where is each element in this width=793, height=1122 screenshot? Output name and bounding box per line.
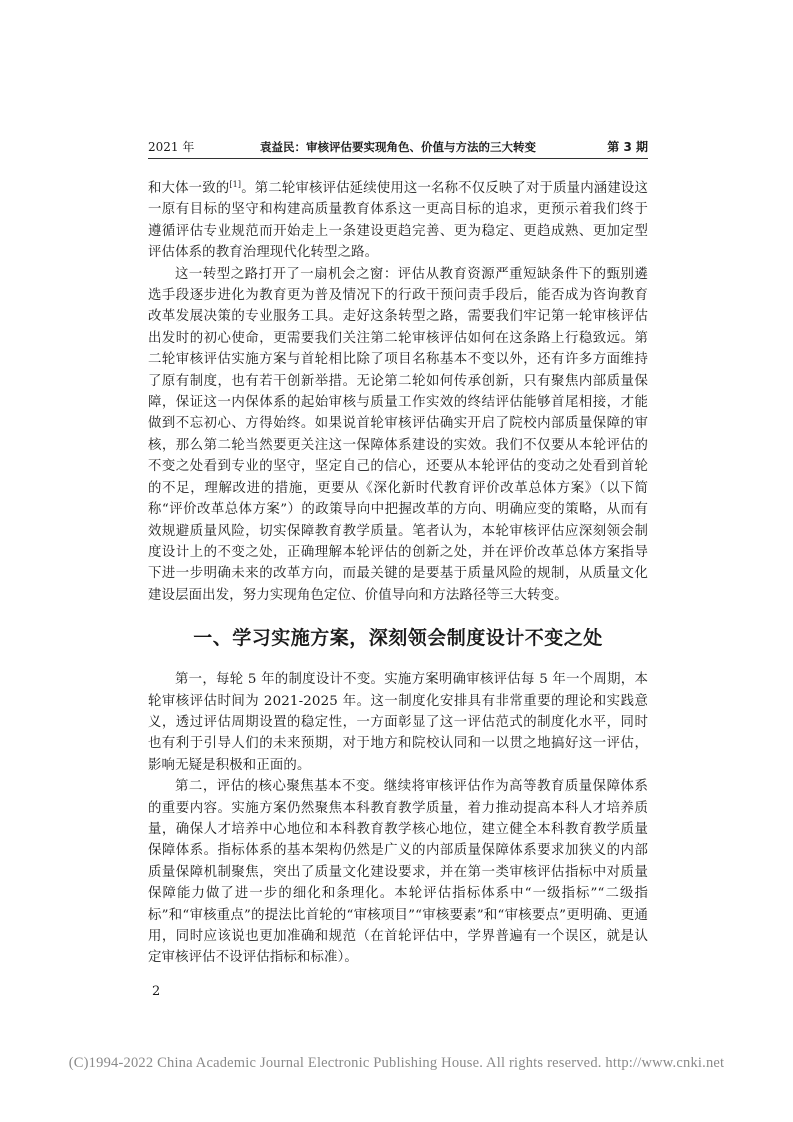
header-year: 2021 年 <box>148 140 195 154</box>
paragraph-text: 。第二轮审核评估延续使用这一名称不仅反映了对于质量内涵建设这一原有目标的坚守和构建高质量教育体系这一更高目标的追求，更预示着我们终于遵循评估专业规范而开始走上一条建设更趋完善、更为稳定、更趋成熟、更加定型评估体系的教育治理现代化转型之路。 <box>148 181 649 261</box>
running-header <box>148 137 648 157</box>
citation-ref[interactable]: [1] <box>229 180 242 189</box>
paragraph-text: 和大体一致的 <box>148 181 230 196</box>
page-number: 2 <box>152 984 161 999</box>
header-running-title: 袁益民：审核评估要实现角色、价值与方法的三大转变 <box>260 140 536 154</box>
header-rule <box>148 158 648 159</box>
copyright-footer: (C)1994-2022 China Academic Journal Electronic Publishing House. All rights reserved. http://www.cnki.net <box>68 1055 725 1071</box>
paragraph: 第一，每轮 5 年的制度设计不变。实施方案明确审核评估每 5 年一个周期，本轮审核评估时间为 2021-2025 年。这一制度化安排具有非常重要的理论和实践意义，透过评估周期设置的稳定性，一方面彰显了这一评估范式的制度化水平，同时也有利于引导人们的未来预期，对于地方和院校认同和一以贯之地搞好这一评估，影响无疑是积极和正面的。 <box>148 672 648 773</box>
section-heading: 一、学习实施方案，深刻领会制度设计不变之处 <box>193 627 603 650</box>
article-body <box>148 170 648 969</box>
paragraph-continued <box>148 178 648 264</box>
header-issue: 第 3 期 <box>607 140 648 154</box>
paragraph: 这一转型之路打开了一扇机会之窗：评估从教育资源严重短缺条件下的甄别遴选手段逐步进化为教育更为普及情况下的行政干预问责手段后，能否成为咨询教育改革发展决策的专业服务工具。走好这条转型之路，需要我们牢记第一轮审核评估出发时的初心使命，更需要我们关注第二轮审核评估如何在这条路上行稳致远。第二轮审核评估实施方案与首轮相比除了项目名称基本不变以外，还有许多方面维持了原有制度，也有若干创新举措。无论第二轮如何传承创新，只有聚焦内部质量保障，保证这一内保体系的起始审核与质量工作实效的终结评估能够首尾相接，才能做到不忘初心、方得始终。如果说首轮审核评估确实开启了院校内部质量保障的审核，那么第二轮当然要更关注这一保障体系建设的实效。我们不仅要从本轮评估的不变之处看到专业的坚守，坚定自己的信心，还要从本轮评估的变动之处看到首轮的不足，理解改进的措施，更要从《深化新时代教育评价改革总体方案》（以下简称“评价改革总体方案”）的政策导向中把握改革的方向、明确应变的策略，从而有效规避质量风险，切实保障教育教学质量。笔者认为，本轮审核评估应深刻领会制度设计上的不变之处，正确理解本轮评估的创新之处，并在评价改革总体方案指导下进一步明确未来的改革方向，而最关键的是要基于质量风险的规制，从质量文化建设层面出发，努力实现角色定位、价值导向和方法路径等三大转变。 <box>148 266 648 603</box>
paragraph: 第二，评估的核心聚焦基本不变。继续将审核评估作为高等教育质量保障体系的重要内容。实施方案仍然聚焦本科教育教学质量，着力推动提高本科人才培养质量，确保人才培养中心地位和本科教育教学核心地位，建立健全本科教育教学质量保障体系。指标体系的基本架构仍然是广义的内部质量保障体系要求加狭义的内部质量保障机制聚焦，突出了质量文化建设要求，并在第一类审核评估指标中对质量保障能力做了进一步的细化和条理化。本轮评估指标体系中“一级指标”“二级指标”和“审核重点”的提法比首轮的“审核项目”“审核要素”和“审核要点”更明确、更通用，同时应该说也更加准确和规范（在首轮评估中，学界普遍有一个误区，就是认定审核评估不设评估指标和标准）。 <box>148 779 648 966</box>
